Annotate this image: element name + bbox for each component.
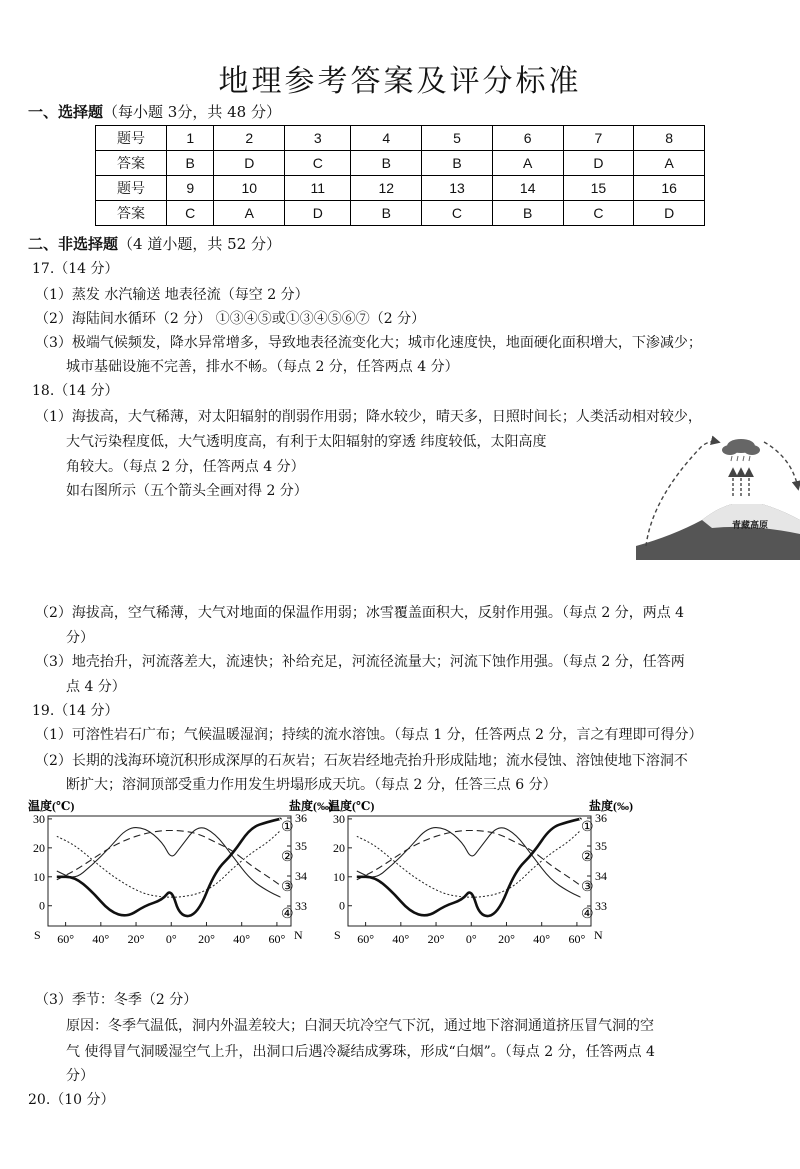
ylabel-left: 温度(℃) xyxy=(328,799,375,813)
answer-table-cell: 2 xyxy=(214,126,285,151)
right-tick-label: 33 xyxy=(595,899,607,913)
q19-answer-2-line1: （2）长期的浅海环境沉积形成深厚的石灰岩；石灰岩经地壳抬升形成陆地；流水侵蚀、溶蚀使地下溶洞不 xyxy=(35,753,688,769)
x-end-label-n: N xyxy=(294,928,303,942)
q18-answer-1-line4: 如右图所示（五个箭头全画对得 2 分） xyxy=(66,483,308,499)
series-line-3 xyxy=(357,831,581,898)
q19-answer-1: （1）可溶性岩石广布；气候温暖湿润；持续的流水溶蚀。（每点 1 分，任答两点 2 分，言之有理即可得分） xyxy=(35,727,703,743)
answer-table-cell: 14 xyxy=(492,176,563,201)
x-tick-label: 0° xyxy=(165,932,177,946)
q18-answer-3-line2: 点 4 分） xyxy=(66,679,126,695)
answer-table-row-label: 答案 xyxy=(96,201,167,226)
series-line-3 xyxy=(57,831,281,898)
q17-answer-3-line1: （3）极端气候频发，降水异常增多，导致地表径流变化大；城市化速度快，地面硬化面积增大，下渗减少； xyxy=(35,335,702,351)
series-label: ① xyxy=(281,820,294,835)
answer-table-cell: 6 xyxy=(492,126,563,151)
answer-table-row-label: 题号 xyxy=(96,176,167,201)
q19-answer-3-line2: 原因：冬季气温低，洞内外温差较大；白洞天坑冷空气下沉，通过地下溶洞通道挤压冒气洞的空 xyxy=(66,1018,654,1034)
answer-table-cell: B xyxy=(492,201,563,226)
answer-table-cell: A xyxy=(634,151,705,176)
x-end-label-s: S xyxy=(334,928,341,942)
answer-table-cell: 10 xyxy=(214,176,285,201)
right-tick-label: 36 xyxy=(595,811,607,825)
x-tick-label: 60° xyxy=(357,932,375,946)
q17-answer-1: （1）蒸发 水汽输送 地表径流（每空 2 分） xyxy=(35,287,309,303)
chart-left xyxy=(28,798,333,970)
q18-answer-1-line3: 角较大。（每点 2 分，任答两点 4 分） xyxy=(66,459,305,475)
answer-table-row xyxy=(96,176,705,201)
ylabel-right: 盐度(‰) xyxy=(289,799,333,813)
q18-answer-1-line1: （1）海拔高，大气稀薄，对太阳辐射的削弱作用弱；降水较少，晴天多，日照时间长；人类活动相对较少， xyxy=(35,409,702,425)
x-tick-label: 60° xyxy=(268,932,286,946)
answer-table-cell: A xyxy=(492,151,563,176)
x-tick-label: 40° xyxy=(392,932,410,946)
q18-answer-2-line1: （2）海拔高，空气稀薄，大气对地面的保温作用弱；冰雪覆盖面积大，反射作用强。（每点 2 分，两点 4 xyxy=(35,605,685,621)
part1-heading xyxy=(28,101,281,122)
series-line-4 xyxy=(357,819,581,916)
answer-table-cell: D xyxy=(563,151,634,176)
q19-answer-3-line4: 分） xyxy=(66,1068,94,1084)
part2-note: （4 道小题，共 52 分） xyxy=(118,235,281,253)
answer-table-cell: D xyxy=(285,201,351,226)
x-tick-label: 60° xyxy=(57,932,75,946)
answer-table-cell: C xyxy=(167,201,214,226)
q18-answer-1-line2: 大气污染程度低，大气透明度高，有利于太阳辐射的穿透 纬度较低，太阳高度 xyxy=(66,434,547,450)
answer-table-cell: C xyxy=(422,201,493,226)
left-tick-label: 10 xyxy=(333,869,345,884)
answer-table-cell: A xyxy=(214,201,285,226)
series-label: ③ xyxy=(581,880,594,895)
series-label: ④ xyxy=(281,907,294,922)
answer-table-cell: 7 xyxy=(563,126,634,151)
right-tick-label: 33 xyxy=(295,899,307,913)
x-tick-label: 0° xyxy=(465,932,477,946)
answer-table-row xyxy=(96,126,705,151)
q18-answer-3-line1: （3）地壳抬升，河流落差大，流速快；补给充足，河流径流量大；河流下蚀作用强。（每点 2 分，任答两 xyxy=(35,654,685,670)
x-end-label-n: N xyxy=(594,928,603,942)
answer-table-cell: B xyxy=(351,201,422,226)
x-tick-label: 20° xyxy=(127,932,145,946)
part2-heading xyxy=(28,233,281,254)
page-title: 地理参考答案及评分标准 xyxy=(218,64,582,99)
q17-answer-2: （2）海陆间水循环（2 分） ①③④⑤或①③④⑤⑥⑦（2 分） xyxy=(35,311,426,327)
answer-table-row-label: 答案 xyxy=(96,151,167,176)
series-label: ② xyxy=(581,850,594,865)
right-tick-label: 34 xyxy=(295,869,307,883)
x-tick-label: 40° xyxy=(533,932,551,946)
series-label: ① xyxy=(581,820,594,835)
answer-table-row xyxy=(96,151,705,176)
x-tick-label: 60° xyxy=(568,932,586,946)
right-tick-label: 34 xyxy=(595,869,607,883)
series-label: ④ xyxy=(581,907,594,922)
answer-table-row-label: 题号 xyxy=(96,126,167,151)
x-end-label-s: S xyxy=(34,928,41,942)
part2-heading-text: 二、非选择题 xyxy=(28,235,119,253)
q18-answer-2-line2: 分） xyxy=(66,630,94,646)
x-tick-label: 20° xyxy=(498,932,515,946)
left-tick-label: 30 xyxy=(333,811,345,826)
left-tick-label: 10 xyxy=(33,869,45,884)
answer-table-cell: 4 xyxy=(351,126,422,151)
q19-head: 19.（14 分） xyxy=(32,703,119,719)
q19-answer-3-line1: （3）季节：冬季（2 分） xyxy=(35,992,198,1008)
series-label: ③ xyxy=(281,880,294,895)
answer-table-cell: 8 xyxy=(634,126,705,151)
answer-table-cell: B xyxy=(167,151,214,176)
answer-table-cell: C xyxy=(563,201,634,226)
q19-answer-2-line2: 断扩大；溶洞顶部受重力作用发生坍塌形成天坑。（每点 2 分，任答三点 6 分） xyxy=(66,777,557,793)
plateau-diagram xyxy=(632,428,800,562)
series-line-4 xyxy=(57,819,281,916)
answer-table-cell: D xyxy=(214,151,285,176)
left-tick-label: 0 xyxy=(339,898,345,913)
right-tick-label: 35 xyxy=(295,839,307,853)
answer-table-cell: 12 xyxy=(351,176,422,201)
x-tick-label: 20° xyxy=(198,932,215,946)
answer-table-cell: D xyxy=(634,201,705,226)
answer-table-cell: 11 xyxy=(285,176,351,201)
q17-answer-3-line2: 城市基础设施不完善，排水不畅。（每点 2 分，任答两点 4 分） xyxy=(66,359,459,375)
x-tick-label: 40° xyxy=(233,932,251,946)
answer-table-cell: 5 xyxy=(422,126,493,151)
answer-table xyxy=(95,125,705,226)
series-label: ② xyxy=(281,850,294,865)
answer-table-cell: 3 xyxy=(285,126,351,151)
chart-right xyxy=(328,798,633,970)
answer-table-cell: 13 xyxy=(422,176,493,201)
answer-table-cell: 15 xyxy=(563,176,634,201)
left-tick-label: 20 xyxy=(333,840,345,855)
answer-table-cell: 9 xyxy=(167,176,214,201)
answer-table-cell: 1 xyxy=(167,126,214,151)
right-tick-label: 35 xyxy=(595,839,607,853)
left-tick-label: 0 xyxy=(39,898,45,913)
answer-table-row xyxy=(96,201,705,226)
x-tick-label: 40° xyxy=(92,932,110,946)
answer-table-cell: B xyxy=(422,151,493,176)
x-tick-label: 20° xyxy=(427,932,445,946)
q17-head: 17.（14 分） xyxy=(32,261,119,277)
left-tick-label: 30 xyxy=(33,811,45,826)
q18-head: 18.（14 分） xyxy=(32,383,119,399)
answer-table-cell: C xyxy=(285,151,351,176)
right-tick-label: 36 xyxy=(295,811,307,825)
answer-table-cell: 16 xyxy=(634,176,705,201)
plateau-label: 青藏高原 xyxy=(731,520,769,530)
ylabel-left: 温度(℃) xyxy=(28,799,75,813)
ylabel-right: 盐度(‰) xyxy=(589,799,633,813)
part1-note: （每小题 3分，共 48 分） xyxy=(103,103,281,121)
q20-head: 20.（10 分） xyxy=(28,1092,115,1108)
answer-table-cell: B xyxy=(351,151,422,176)
q19-answer-3-line3: 气 使得冒气洞暖湿空气上升，出洞口后遇冷凝结成雾珠，形成“白烟”。（每点 2 分，任答两点 4 xyxy=(66,1044,655,1060)
left-tick-label: 20 xyxy=(33,840,45,855)
part1-heading-text: 一、选择题 xyxy=(28,103,104,121)
